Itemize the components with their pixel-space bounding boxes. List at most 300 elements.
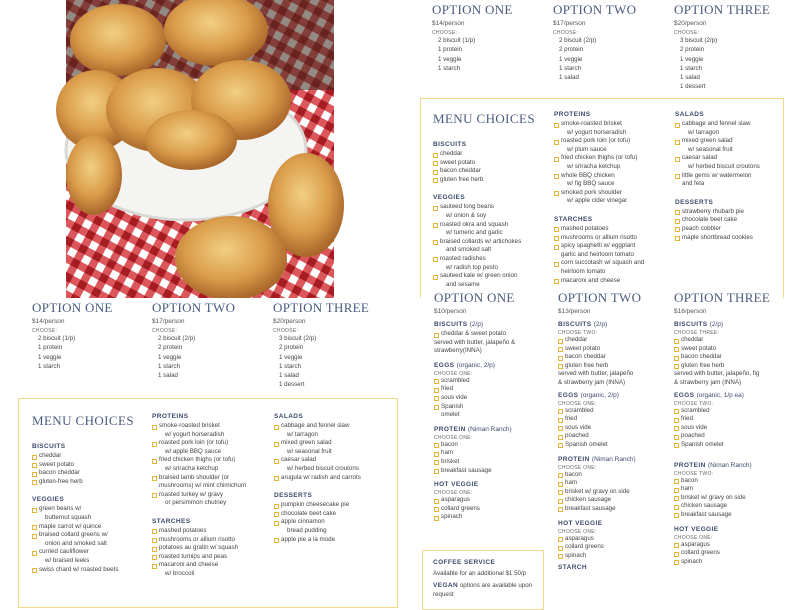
item-main: mixed green salad: [281, 439, 332, 447]
starches-heading: STARCHES: [554, 215, 593, 223]
item-main: pumpkin cheesecake pie: [281, 501, 350, 509]
choose-label: CHOOSE ONE:: [434, 434, 473, 441]
menu-item: chicken sausage: [558, 496, 670, 505]
option-title: OPTION TWO: [553, 2, 637, 17]
menu-item: ham: [434, 449, 554, 458]
menu-item: bacon: [674, 477, 798, 486]
top-right-menu-page: [404, 0, 800, 298]
menu-item: [675, 225, 781, 234]
menu-item: [433, 272, 543, 289]
item-main: whole BBQ chicken: [561, 171, 615, 179]
menu-item: sweet potato: [32, 461, 144, 470]
item-main: mushrooms or allium risotto: [561, 233, 637, 241]
item-sub: w/ onion & soy: [446, 211, 487, 219]
menu-item: [152, 527, 270, 536]
item-main: sauteed kale w/ green onion: [440, 272, 518, 280]
menu-item: poached: [558, 432, 670, 441]
menu-item: gluten free herb: [433, 176, 543, 185]
item-sub: heirloom tomato: [561, 267, 606, 275]
heading-note: (organic, 2/p): [456, 361, 495, 369]
option-title: OPTION TWO: [558, 290, 642, 305]
item-sub: w/ radish top pesto: [446, 263, 498, 271]
item-main: cabbage and fennel slaw: [281, 422, 350, 429]
note-line: served with butter, jalapeño &: [434, 338, 516, 346]
vegan-note: [433, 581, 533, 599]
menu-item: bacon cheddar: [433, 167, 543, 176]
choose-label: CHOOSE:: [32, 328, 58, 334]
option-title: OPTION THREE: [674, 290, 771, 305]
option-price: $14/person: [432, 20, 465, 27]
menu-item: [32, 531, 144, 548]
option-line: 2 biscuit (1/p): [438, 37, 476, 44]
item-main: smoked pork shoulder: [561, 188, 622, 196]
option-line: 1 salad: [158, 372, 178, 380]
menu-item: [152, 536, 270, 545]
choose-label: CHOOSE:: [674, 30, 700, 36]
menu-item: bacon cheddar: [674, 353, 798, 362]
menu-item: [274, 501, 394, 510]
menu-item: [554, 259, 666, 276]
item-sub: w/ herbed biscuit croutons: [688, 162, 760, 170]
menu-title: MENU CHOICES: [32, 413, 134, 428]
menu-item: [675, 137, 781, 154]
option-price: $13/person: [558, 308, 591, 315]
option-three-column: [273, 300, 369, 390]
menu-item: fried: [558, 415, 670, 424]
note-line: & strawberry jam (INNA): [674, 378, 742, 386]
menu-item: [554, 189, 666, 206]
menu-item: spinach: [674, 558, 798, 567]
option-line: 1 starch: [559, 64, 582, 72]
option-line: 1 starch: [279, 362, 302, 370]
option-line: 1 veggie: [680, 55, 704, 63]
heading-text: EGGS: [434, 361, 455, 369]
menu-item: bacon: [434, 441, 554, 450]
choose-label: CHOOSE TWO:: [674, 470, 714, 477]
option-line: 1 dessert: [680, 83, 706, 91]
menu-item: breakfast sausage: [434, 467, 554, 476]
item-main: arugula w/ radish and carrots: [281, 473, 361, 481]
menu-item: bacon cheddar: [32, 469, 144, 478]
menu-col-3: [675, 111, 781, 242]
menu-item: spinach: [434, 513, 554, 522]
menu-item: cheddar & sweet potato: [434, 330, 554, 339]
heading-text: EGGS: [558, 391, 579, 399]
option-line: 3 biscuit (2/p): [279, 335, 317, 342]
note-line: served with butter, jalapeño: [558, 370, 634, 378]
item-main: sauteed long beans: [440, 203, 495, 211]
menu-item: [554, 277, 666, 286]
item-main: green beans w/: [39, 505, 82, 513]
heading-text: BISCUITS: [434, 321, 468, 328]
option-two-column: [152, 300, 235, 380]
desserts-heading: DESSERTS: [675, 198, 714, 206]
item-main: roasted pork loin (or tofu): [159, 439, 229, 447]
menu-item: [554, 154, 666, 171]
option-line: 2 protein: [158, 344, 183, 352]
menu-item: [32, 523, 144, 532]
menu-item: cheddar: [674, 336, 798, 345]
option-line: 1 veggie: [279, 353, 303, 361]
option-line: 2 biscuit (2/p): [559, 37, 597, 44]
item-main: curried cauliflower: [39, 548, 89, 556]
menu-item: omelet: [441, 411, 460, 419]
menu-item: brisket: [434, 458, 554, 467]
item-sub: w/ tarragon: [287, 430, 318, 438]
menu-item: [433, 238, 543, 255]
menu-item: asparagus: [674, 541, 798, 550]
menu-item: sous vide: [558, 424, 670, 433]
heading-note: (Niman Ranch): [591, 455, 636, 463]
menu-item: [554, 172, 666, 189]
proteins-heading: PROTEINS: [152, 413, 189, 420]
menu-item: [554, 225, 666, 234]
choose-label: CHOOSE ONE:: [558, 528, 597, 535]
option-line: 1 veggie: [38, 353, 62, 361]
breakfast-option-three: [674, 290, 798, 566]
item-sub: w/ apple cider vinegar: [567, 197, 628, 205]
menu-item: [152, 491, 270, 508]
menu-item: sweet potato: [558, 345, 670, 354]
item-main: potatoes au gratin w/ squash: [159, 544, 239, 552]
item-sub: butternut squash: [45, 513, 92, 521]
item-sub: w/ fig BBQ sauce: [567, 180, 615, 188]
option-line: 2 biscuit (2/p): [158, 335, 196, 342]
menu-item: [274, 536, 394, 545]
heading-text: BISCUITS: [674, 321, 708, 328]
option-line: 1 veggie: [438, 55, 462, 63]
option-one-column: [432, 2, 513, 73]
item-sub: w/ apple BBQ sauce: [165, 447, 222, 455]
item-main: strawberry rhubarb pie: [682, 207, 744, 215]
item-main: maple shortbread cookies: [682, 233, 753, 241]
menu-item: [554, 120, 666, 137]
menu-item: poached: [674, 432, 798, 441]
menu-item: [274, 510, 394, 519]
option-price: $20/person: [674, 20, 707, 27]
item-main: braised collards w/ artichokes: [440, 237, 522, 245]
heading-note: (2/p): [709, 321, 724, 328]
item-main: smoke-roasted brisket: [561, 120, 622, 127]
menu-item: [274, 456, 394, 473]
menu-item: [32, 505, 144, 522]
menu-item: scrambled: [558, 407, 670, 416]
menu-item: sweet potato: [433, 159, 543, 168]
option-line: 1 starch: [680, 64, 703, 72]
item-main: braised lamb shoulder (or: [159, 473, 230, 481]
menu-item: cheddar: [32, 452, 144, 461]
item-sub: and feta: [682, 180, 705, 188]
menu-choices-box: [18, 398, 398, 608]
item-sub: w/ braised leeks: [45, 556, 90, 564]
item-sub: and sesame: [446, 280, 480, 288]
heading-note: (organic, 2/p): [580, 391, 619, 399]
choose-label: CHOOSE ONE:: [434, 490, 473, 497]
option-title: OPTION ONE: [32, 300, 113, 315]
menu-item: cheddar: [433, 150, 543, 159]
item-main: braised collard greens w/: [39, 531, 108, 539]
item-main: chocolate beet cake: [682, 216, 738, 224]
menu-item: [554, 137, 666, 154]
item-main: mashed potatoes: [561, 224, 609, 232]
menu-item: [32, 566, 144, 575]
choose-label: CHOOSE:: [273, 328, 299, 334]
menu-item: [675, 234, 781, 243]
choose-label: CHOOSE THREE:: [674, 330, 720, 336]
biscuit-bowl-image: [66, 0, 334, 298]
item-main: roasted okra and squash: [440, 220, 509, 228]
menu-item: gluten free herb: [674, 362, 798, 371]
item-sub: w/ tumeric and garlic: [446, 229, 503, 237]
biscuits-heading: BISCUITS: [32, 443, 66, 450]
item-main: macaroni and cheese: [561, 276, 621, 284]
item-main: peach cobbler: [682, 224, 721, 232]
note-line: strawberry(INNA): [434, 347, 482, 355]
coffee-service-heading: COFFEE SERVICE: [433, 559, 496, 566]
biscuits-heading: BISCUITS: [433, 141, 467, 148]
option-line: 2 biscuit (1/p): [38, 335, 76, 342]
menu-title: MENU CHOICES: [433, 111, 535, 126]
choose-label: CHOOSE ONE:: [674, 534, 713, 541]
menu-item: [675, 154, 781, 171]
option-line: 1 salad: [680, 74, 700, 82]
vegan-heading: VEGAN: [433, 582, 459, 589]
menu-item: [554, 234, 666, 243]
option-line: 1 veggie: [158, 353, 182, 361]
hot-veggie-heading: HOT VEGGIE: [558, 519, 603, 527]
salads-heading: SALADS: [675, 111, 705, 118]
option-title: OPTION THREE: [273, 300, 370, 315]
option-one-column: [32, 300, 113, 371]
menu-item: bacon: [558, 471, 670, 480]
protein-heading: [558, 456, 670, 463]
heading-text: PROTEIN: [674, 461, 706, 469]
item-main: caesar salad: [281, 456, 317, 464]
option-title: OPTION THREE: [674, 2, 771, 17]
option-title: OPTION TWO: [152, 300, 236, 315]
menu-item: [675, 216, 781, 225]
menu-col-3: [274, 413, 394, 544]
menu-item: ham: [674, 485, 798, 494]
item-main: fried chicken thighs (or tofu): [561, 154, 638, 162]
heading-text: PROTEIN: [558, 455, 590, 463]
eggs-heading: [558, 392, 670, 399]
salads-heading: SALADS: [274, 413, 304, 420]
item-main: caesar salad: [682, 154, 718, 162]
hot-veggie-heading: HOT VEGGIE: [434, 481, 479, 489]
menu-item: gluten-free herb: [32, 478, 144, 487]
item-sub: w/ seasonal fruit: [688, 145, 733, 153]
menu-item: collard greens: [558, 543, 670, 552]
option-price: $20/person: [273, 318, 306, 325]
item-main: macaroni and cheese: [159, 561, 219, 569]
option-price: $10/person: [434, 308, 467, 315]
coffee-service-text: Available for an additional $1.50/p: [433, 570, 527, 577]
option-line: 3 biscuit (2/p): [680, 37, 718, 44]
menu-choices-box: [420, 98, 784, 308]
item-main: maple carrot w/ quince: [39, 522, 102, 530]
menu-item: [274, 518, 394, 535]
item-sub: w/ tarragon: [688, 128, 719, 136]
menu-item: chicken sausage: [674, 502, 798, 511]
menu-item: [152, 544, 270, 553]
option-line: 1 starch: [158, 362, 181, 370]
starch-heading: STARCH: [558, 564, 587, 572]
option-line: 1 starch: [38, 362, 61, 370]
veggies-heading: VEGGIES: [32, 496, 65, 504]
item-sub: bread pudding: [287, 526, 327, 534]
heading-note: (Niman Ranch): [707, 461, 752, 469]
choose-label: CHOOSE:: [553, 30, 579, 36]
item-main: spicy spaghetti w/ eggplant: [561, 242, 636, 250]
breakfast-option-one: [434, 290, 554, 522]
item-main: chocolate beet cake: [281, 509, 337, 517]
menu-item: brisket w/ gravy on side: [558, 488, 670, 497]
choose-label: CHOOSE ONE:: [434, 370, 473, 377]
option-three-column: [674, 2, 770, 92]
menu-item: [152, 474, 270, 491]
menu-item: [675, 172, 781, 189]
option-line: 1 protein: [438, 46, 463, 54]
eggs-heading: [434, 362, 554, 369]
breakfast-option-two: [558, 290, 670, 573]
item-sub: w/ yogurt horseradish: [165, 430, 225, 438]
bottom-right-breakfast-page: [404, 290, 800, 600]
protein-heading: [674, 462, 798, 469]
heading-text: PROTEIN: [434, 425, 466, 433]
veggies-heading: VEGGIES: [433, 194, 466, 202]
item-main: roasted pork loin (or tofu): [561, 137, 631, 145]
item-sub: onion and smoked salt: [45, 539, 107, 547]
item-main: corn succotash w/ squash and: [561, 259, 645, 267]
desserts-heading: DESSERTS: [274, 492, 313, 500]
menu-item: asparagus: [558, 535, 670, 544]
biscuits-heading: [674, 321, 798, 328]
item-main: little gems w/ watermelon: [682, 171, 752, 179]
menu-col-1: [433, 111, 543, 289]
menu-item: [433, 255, 543, 272]
menu-col-1: [32, 413, 144, 574]
menu-item: scrambled: [434, 377, 554, 386]
item-sub: w/ sriracha ketchup: [567, 162, 621, 170]
item-sub: mushrooms) w/ mint chimichurri: [159, 482, 247, 490]
heading-text: BISCUITS: [558, 321, 592, 328]
eggs-heading: [674, 392, 798, 399]
menu-item: [152, 439, 270, 456]
vegan-text: options are available upon request: [433, 582, 533, 598]
menu-item: fried: [674, 415, 798, 424]
item-main: mushrooms or allium risotto: [159, 535, 235, 543]
menu-item: [152, 553, 270, 562]
menu-item: ham: [558, 479, 670, 488]
protein-heading: [434, 426, 554, 433]
choose-label: CHOOSE TWO:: [558, 330, 598, 336]
option-price: $17/person: [553, 20, 586, 27]
item-main: smoke-roasted brisket: [159, 422, 220, 429]
choose-label: CHOOSE:: [152, 328, 178, 334]
menu-item: [152, 561, 270, 578]
menu-item: breakfast sausage: [674, 511, 798, 520]
item-sub: or persimmon chutney: [165, 499, 227, 507]
choose-label: CHOOSE ONE:: [558, 400, 597, 407]
menu-item: [433, 221, 543, 238]
item-main: mashed potatoes: [159, 526, 207, 534]
menu-item: sous vide: [434, 394, 554, 403]
menu-item: [152, 422, 270, 439]
heading-note: (Niman Ranch): [467, 425, 512, 433]
item-sub: w/ plum sauce: [567, 145, 607, 153]
option-line: 2 protein: [680, 46, 705, 54]
menu-item: fried: [434, 385, 554, 394]
option-two-column: [553, 2, 636, 82]
biscuits-heading: [434, 321, 554, 328]
menu-item: spinach: [558, 552, 670, 561]
menu-item: [274, 422, 394, 439]
item-sub: w/ yogurt horseradish: [567, 128, 627, 136]
menu-item: sweet potato: [674, 345, 798, 354]
option-line: 2 protein: [279, 344, 304, 352]
option-price: $14/person: [32, 318, 65, 325]
option-title: OPTION ONE: [432, 2, 513, 17]
menu-item: Spanish omelet: [558, 441, 670, 450]
biscuits-heading: [558, 321, 670, 328]
item-main: swiss chard w/ roasted beets: [39, 565, 119, 573]
option-line: 1 veggie: [559, 55, 583, 63]
menu-item: bacon cheddar: [558, 353, 670, 362]
proteins-heading: PROTEINS: [554, 111, 591, 118]
item-sub: w/ seasonal fruit: [287, 447, 332, 455]
option-line: 1 salad: [279, 372, 299, 380]
menu-item: Spanish: [434, 403, 554, 412]
option-price: $16/person: [674, 308, 707, 315]
choose-label: CHOOSE TWO:: [674, 400, 714, 407]
item-sub: and smoked salt: [446, 246, 492, 254]
coffee-service-box: [422, 550, 544, 610]
menu-item: breakfast sausage: [558, 505, 670, 514]
heading-text: EGGS: [674, 391, 695, 399]
option-price: $17/person: [152, 318, 185, 325]
menu-item: [675, 120, 781, 137]
menu-item: sous vide: [674, 424, 798, 433]
menu-item: [675, 208, 781, 217]
menu-item: cheddar: [558, 336, 670, 345]
menu-item: brisket w/ gravy on side: [674, 494, 798, 503]
item-sub: w/ herbed biscuit croutons: [287, 464, 359, 472]
note-line: served with butter, jalapeño, fig: [674, 370, 760, 378]
menu-col-2: [152, 413, 270, 579]
item-main: roasted turkey w/ gravy: [159, 490, 223, 498]
item-sub: w/ sriracha ketchup: [165, 464, 219, 472]
item-main: fried chicken thighs (or tofu): [159, 456, 236, 464]
menu-item: [433, 203, 543, 220]
menu-item: collard greens: [674, 549, 798, 558]
choose-label: CHOOSE:: [432, 30, 458, 36]
menu-col-2: [554, 111, 666, 285]
item-sub: w/ broccoli: [165, 569, 195, 577]
menu-item: [32, 548, 144, 565]
item-main: mixed green salad: [682, 137, 733, 145]
menu-item: collard greens: [434, 505, 554, 514]
menu-item: [274, 439, 394, 456]
option-line: 1 salad: [559, 74, 579, 82]
starches-heading: STARCHES: [152, 517, 191, 525]
biscuit-photo: [66, 0, 334, 298]
item-main: roasted radishes: [440, 254, 486, 262]
menu-item: [152, 456, 270, 473]
option-line: 1 dessert: [279, 381, 305, 389]
option-line: 2 protein: [559, 46, 584, 54]
option-title: OPTION ONE: [434, 290, 515, 305]
